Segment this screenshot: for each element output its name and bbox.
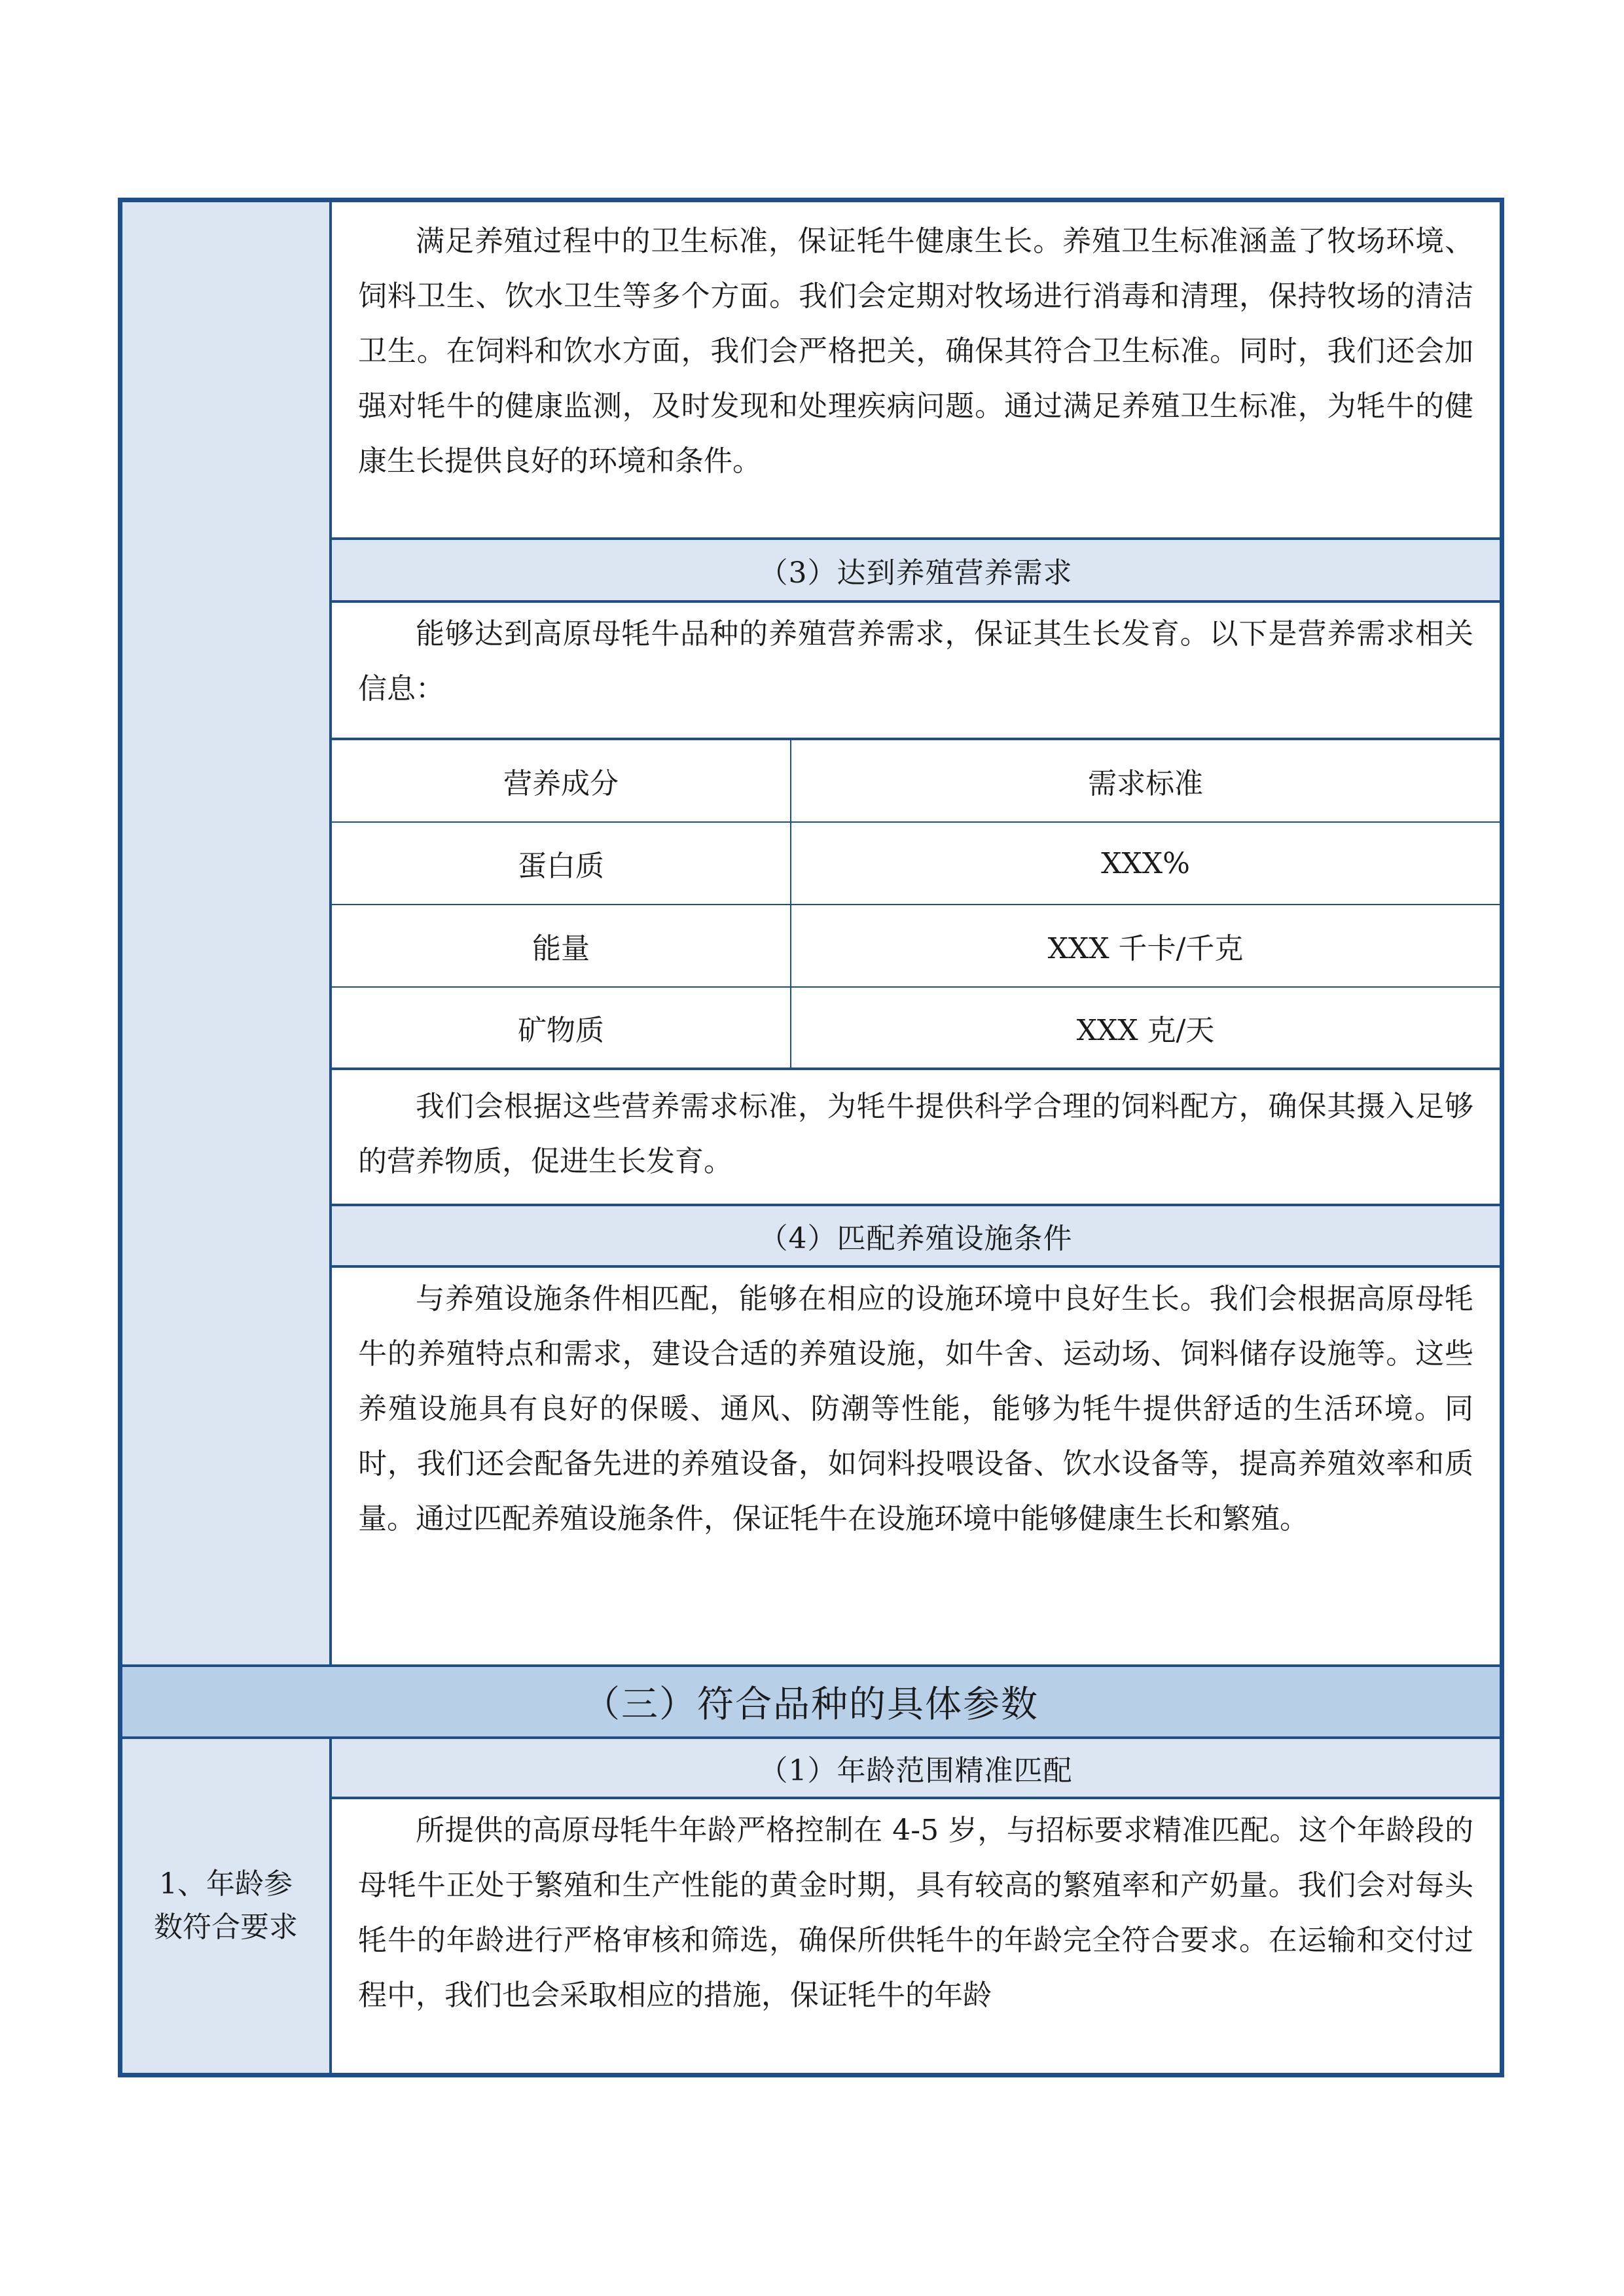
item3-heading: （3）达到养殖营养需求	[332, 540, 1500, 600]
left-column-upper	[122, 202, 332, 1667]
nutrition-table	[332, 740, 1500, 1067]
nutrition-intro-paragraph: 能够达到高原母牦牛品种的养殖营养需求，保证其生长发育。以下是营养需求相关信息：	[358, 617, 1473, 706]
table-cell-minerals: 矿物质	[518, 1014, 604, 1047]
age-range-paragraph: 所提供的高原母牦牛年龄严格控制在 4-5 岁，与招标要求精准匹配。这个年龄段的母牦牛正处于繁殖和生产性能的黄金时期，具有较高的繁殖率和产奶量。我们会对每头牦牛的年龄进行严格审核和筛选，确保所供牦牛的年龄完全符合要求。在运输和交付过程中，我们也会采取相应的措施，保证牦牛的年龄	[358, 1814, 1473, 2012]
section-three-heading: （三）符合品种的具体参数	[122, 1667, 1500, 1736]
table-cell-minerals-value: XXX 克/天	[1076, 1014, 1215, 1047]
nutrition-summary-paragraph: 我们会根据这些营养需求标准，为牦牛提供科学合理的饲料配方，确保其摄入足够的营养物质，促进生长发育。	[358, 1090, 1473, 1178]
table-cell-energy-value: XXX 千卡/千克	[1047, 932, 1244, 965]
table-header-nutrient: 营养成分	[332, 740, 790, 821]
divider	[332, 1797, 1500, 1799]
content-table	[118, 198, 1504, 2077]
divider	[332, 1265, 1500, 1268]
divider	[332, 600, 1500, 603]
table-cell-protein: 蛋白质	[518, 850, 604, 883]
item1-heading: （1）年龄范围精准匹配	[332, 1739, 1500, 1797]
divider	[332, 1067, 1500, 1070]
age-parameter-label: 1、年龄参数符合要求	[154, 1867, 298, 1944]
hygiene-paragraph: 满足养殖过程中的卫生标准，保证牦牛健康生长。养殖卫生标准涵盖了牧场环境、饲料卫生、饮水卫生等多个方面。我们会定期对牧场进行消毒和清理，保持牧场的清洁卫生。在饲料和饮水方面，我们会严格把关，确保其符合卫生标准。同时，我们还会加强对牦牛的健康监测，及时发现和处理疾病问题。通过满足养殖卫生标准，为牦牛的健康生长提供良好的环境和条件。	[358, 224, 1473, 478]
item4-heading: （4）匹配养殖设施条件	[332, 1206, 1500, 1265]
table-header-standard: 需求标准	[791, 740, 1500, 821]
left-column-age-label	[122, 1739, 332, 2073]
table-cell-energy: 能量	[532, 932, 590, 965]
facilities-paragraph: 与养殖设施条件相匹配，能够在相应的设施环境中良好生长。我们会根据高原母牦牛的养殖特点和需求，建设合适的养殖设施，如牛舍、运动场、饲料储存设施等。这些养殖设施具有良好的保暖、通风、防潮等性能，能够为牦牛提供舒适的生活环境。同时，我们还会配备先进的养殖设备，如饲料投喂设备、饮水设备等，提高养殖效率和质量。通过匹配养殖设施条件，保证牦牛在设施环境中能够健康生长和繁殖。	[358, 1282, 1473, 1535]
table-cell-protein-value: XXX%	[1101, 846, 1190, 880]
